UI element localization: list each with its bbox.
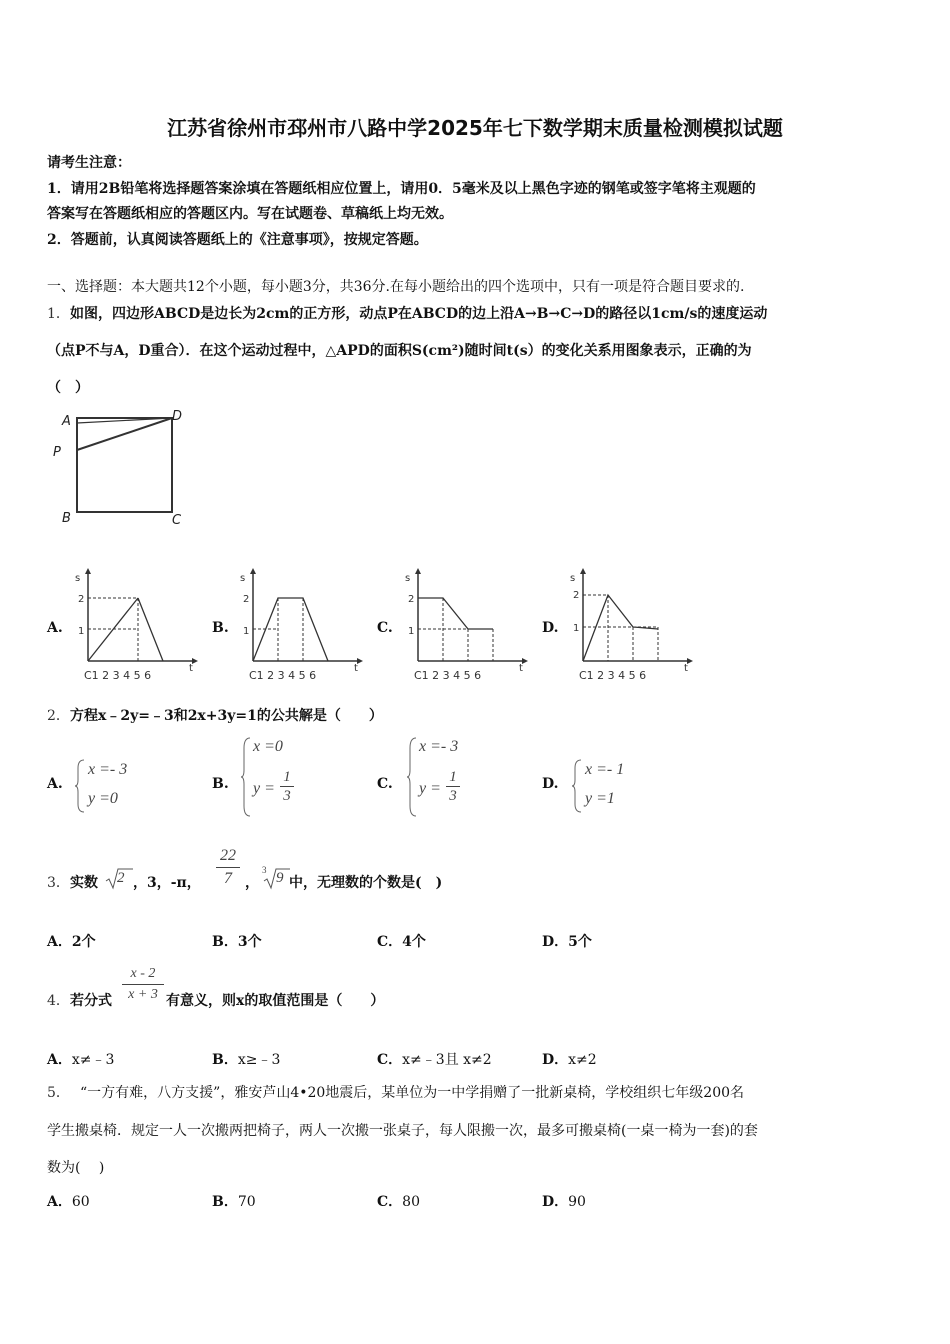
- q4-option-d-value: x≠2: [568, 1052, 597, 1068]
- q1-line-3: （ ）: [47, 380, 89, 396]
- brace-icon: [74, 758, 86, 814]
- q3-option-c-label: C．: [377, 934, 403, 950]
- brace-icon: [571, 758, 583, 814]
- q3-option-c[interactable]: [377, 931, 426, 951]
- brace-icon: [406, 736, 418, 818]
- graph-option-c: [400, 565, 530, 685]
- q1-option-c-label[interactable]: C.: [377, 620, 393, 636]
- x-axis-label: t: [519, 663, 523, 674]
- q2-option-b-label[interactable]: B.: [212, 776, 229, 792]
- x-axis-label: t: [684, 663, 688, 674]
- q2-a-eq1: x =- 3: [88, 761, 128, 778]
- page-title: 江苏省徐州市邳州市八路中学2025年七下数学期末质量检测模拟试题: [167, 116, 783, 140]
- q5-line-1: “一方有难，八方支援”，雅安芦山4•20地震后，某单位为一中学捐赠了一批新桌椅，学校组织七年级200名: [80, 1085, 745, 1101]
- q1-line-1: 如图，四边形ABCD是边长为2cm的正方形，动点P在ABCD的边上沿A→B→C→D的路径以1cm/s的速度运动: [70, 306, 768, 322]
- square-figure: [45, 405, 195, 535]
- q4-frac-den: x + 3: [122, 984, 164, 1005]
- q2-c-frac-den: 3: [446, 786, 460, 805]
- q5-option-b[interactable]: [212, 1191, 256, 1211]
- q3-option-d-value: 5个: [568, 934, 592, 950]
- q5-number: 5．: [47, 1085, 70, 1101]
- q4-text-post: 有意义，则x的取值范围是（ ）: [166, 993, 385, 1009]
- q2-a-eq2: y =0: [88, 790, 118, 807]
- label-a: A: [62, 414, 71, 429]
- q4-option-a-label: A．: [47, 1052, 72, 1068]
- graph-option-d: [565, 565, 695, 685]
- label-b: B: [62, 511, 71, 526]
- x-ticks: C1 2 3 4 5 6: [249, 669, 317, 682]
- q3-option-d[interactable]: [542, 931, 592, 951]
- q2-c-eq2: y =: [419, 780, 441, 797]
- y-axis-label: s: [75, 573, 81, 584]
- q4-option-b-label: B．: [212, 1052, 238, 1068]
- q3-text-pre: 实数: [70, 875, 98, 891]
- q2-b-eq1: x =0: [253, 738, 283, 755]
- q3-option-b-value: 3个: [237, 934, 262, 950]
- q3-number: 3．: [47, 875, 70, 891]
- q1-option-a-label[interactable]: A.: [47, 620, 63, 636]
- y-tick-2: 2: [408, 594, 415, 605]
- q4-option-c[interactable]: [377, 1049, 492, 1069]
- q3-cbrt-index: 3: [262, 865, 267, 875]
- graph-option-b: [235, 565, 365, 685]
- q2-option-a-label[interactable]: A.: [47, 776, 63, 792]
- q5-option-d-value: 90: [568, 1194, 586, 1210]
- q4-option-c-value: x≠﹣3且 x≠2: [402, 1052, 492, 1068]
- q3-option-b-label: B．: [212, 934, 238, 950]
- q2-b-frac-den: 3: [280, 786, 294, 805]
- q3-option-b[interactable]: [212, 931, 262, 951]
- q1-option-b-label[interactable]: B.: [212, 620, 229, 636]
- q5-line-3: 数为( ): [47, 1160, 105, 1176]
- q4-option-d-label: D．: [542, 1052, 569, 1068]
- q5-option-b-value: 70: [237, 1194, 256, 1210]
- x-axis-label: t: [189, 663, 193, 674]
- y-tick-1: 1: [243, 626, 250, 637]
- q3-text-post: 中，无理数的个数是( ): [289, 875, 443, 891]
- y-tick-1: 1: [408, 626, 415, 637]
- brace-icon: [240, 736, 252, 818]
- q3-frac-den: 7: [216, 867, 240, 890]
- q4-option-a-value: x≠﹣3: [71, 1052, 115, 1068]
- notice-heading: 请考生注意：: [47, 155, 131, 171]
- q4-option-b-value: x≥﹣3: [237, 1052, 281, 1068]
- q1-number: 1．: [47, 306, 70, 322]
- section-heading: 一、选择题：本大题共12个小题，每小题3分，共36分.在每小题给出的四个选项中，只有一项是符合题目要求的.: [47, 279, 745, 295]
- q2-option-d-label[interactable]: D.: [542, 776, 559, 792]
- q1-line-2: （点P不与A，D重合）．在这个运动过程中，△APD的面积S(cm²)随时间t(s）的变化关系用图象表示，正确的为: [47, 343, 752, 359]
- q4-option-d[interactable]: [542, 1049, 597, 1069]
- x-ticks: C1 2 3 4 5 6: [414, 669, 482, 682]
- q4-frac-num: x - 2: [130, 966, 156, 981]
- label-p: P: [53, 445, 61, 460]
- graph-option-a: [70, 565, 200, 685]
- q2-b-frac-num: 1: [283, 769, 291, 785]
- q2-c-eq1: x =- 3: [419, 738, 459, 755]
- y-axis-label: s: [570, 573, 576, 584]
- notice-line-1b: 答案写在答题纸相应的答题区内。写在试题卷、草稿纸上均无效。: [47, 206, 453, 222]
- q2-number: 2．: [47, 708, 70, 724]
- q5-line-2: 学生搬桌椅．规定一人一次搬两把椅子，两人一次搬一张桌子，每人限搬一次，最多可搬桌椅(一桌一椅为一套)的套: [47, 1123, 758, 1139]
- q5-option-a-label: A．: [47, 1194, 72, 1210]
- q5-option-b-label: B．: [212, 1194, 238, 1210]
- notice-line-1: 1．请用2B铅笔将选择题答案涂填在答题纸相应位置上，请用0．5毫米及以上黑色字迹的钢笔或签字笔将主观题的: [47, 181, 756, 197]
- q4-option-b[interactable]: [212, 1049, 280, 1069]
- q3-option-a-label: A．: [47, 934, 72, 950]
- q5-option-d-label: D．: [542, 1194, 569, 1210]
- y-tick-2: 2: [573, 590, 580, 601]
- notice-line-2: 2．答题前，认真阅读答题纸上的《注意事项》，按规定答题。: [47, 232, 428, 248]
- q2-option-c-label[interactable]: C.: [377, 776, 393, 792]
- q4-number: 4．: [47, 993, 70, 1009]
- q4-text-pre: 若分式: [70, 993, 112, 1009]
- q3-option-a-value: 2个: [71, 934, 96, 950]
- q3-frac-num: 22: [220, 847, 236, 864]
- q2-b-eq2: y =: [253, 780, 275, 797]
- q3-option-c-value: 4个: [402, 934, 426, 950]
- q2-c-frac-num: 1: [449, 769, 457, 785]
- y-tick-2: 2: [243, 594, 250, 605]
- q5-option-a[interactable]: [47, 1191, 90, 1211]
- y-tick-2: 2: [78, 594, 85, 605]
- label-d: D: [172, 409, 183, 424]
- q2-d-eq2: y =1: [585, 790, 615, 807]
- q3-text-mid: ，3，-π，: [133, 875, 201, 891]
- q3-option-d-label: D．: [542, 934, 569, 950]
- q3-cbrt-value: 9: [276, 870, 284, 886]
- x-axis-label: t: [354, 663, 358, 674]
- label-c: C: [172, 513, 182, 528]
- q5-option-c-label: C．: [377, 1194, 403, 1210]
- y-tick-1: 1: [573, 623, 580, 634]
- q2-text: 方程x﹣2y=﹣3和2x+3y=1的公共解是（ ）: [70, 708, 383, 724]
- x-ticks: C1 2 3 4 5 6: [579, 669, 647, 682]
- y-axis-label: s: [405, 573, 411, 584]
- q1-option-d-label[interactable]: D.: [542, 620, 559, 636]
- q3-sqrt-value: 2: [117, 870, 125, 886]
- q4-option-a[interactable]: [47, 1049, 114, 1069]
- y-axis-label: s: [240, 573, 246, 584]
- q2-d-eq1: x =- 1: [585, 761, 625, 778]
- x-ticks: C1 2 3 4 5 6: [84, 669, 152, 682]
- q5-option-a-value: 60: [71, 1194, 90, 1210]
- q3-comma: ，: [245, 875, 259, 891]
- y-tick-1: 1: [78, 626, 85, 637]
- q3-option-a[interactable]: [47, 931, 96, 951]
- q5-option-d[interactable]: [542, 1191, 586, 1211]
- q5-option-c[interactable]: [377, 1191, 420, 1211]
- q4-option-c-label: C．: [377, 1052, 403, 1068]
- q5-option-c-value: 80: [402, 1194, 420, 1210]
